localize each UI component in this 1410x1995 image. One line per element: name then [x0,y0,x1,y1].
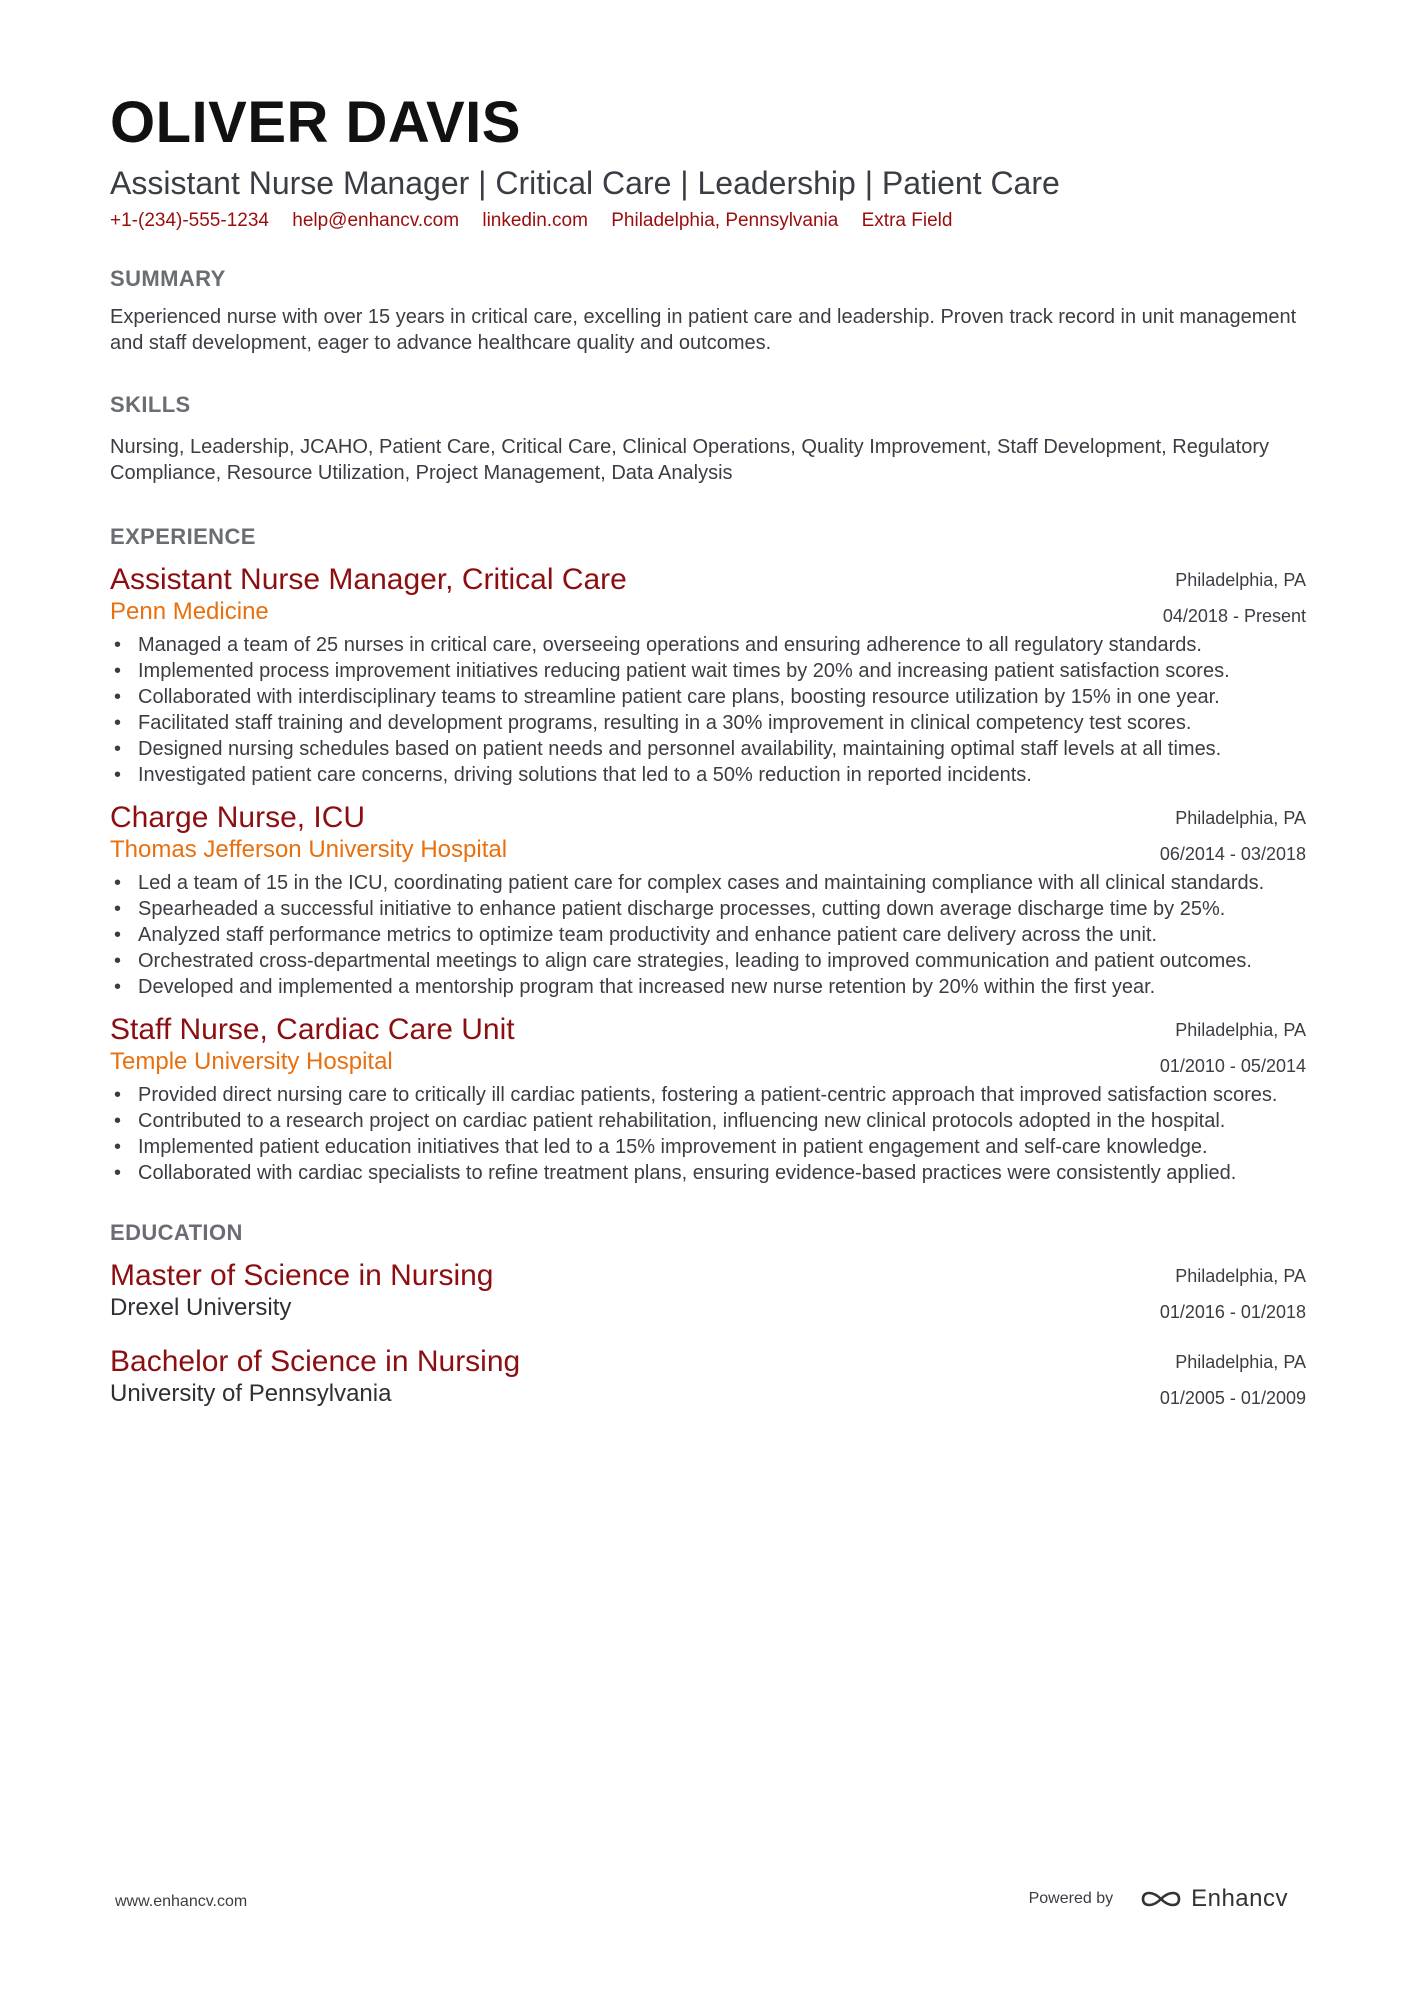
powered-by-label: Powered by [1028,1890,1114,1907]
job-bullet: • Implemented patient education initiatives that led to a 15% improvement in patient engagement and self-care knowledge. [138,1134,1306,1160]
education-meta [1160,1258,1306,1330]
education-location: Philadelphia, PA [1175,1352,1306,1373]
skills-section [110,394,1306,486]
job-location: Philadelphia, PA [1175,1020,1306,1041]
job-bullet: • Provided direct nursing care to critically ill cardiac patients, fostering a patient-centric approach that improved satisfaction scores. [138,1082,1306,1108]
experience-entry [110,800,1306,1000]
section-title-education: EDUCATION [110,1220,243,1246]
experience-entry [110,1012,1306,1186]
job-bullet: • Designed nursing schedules based on patient needs and personnel availability, maintaining optimal staff levels at all times. [138,736,1306,762]
school-name: University of Pennsylvania [110,1380,392,1408]
section-title-summary: SUMMARY [110,266,226,292]
footer-branding [1029,1885,1288,1913]
job-bullet: • Managed a team of 25 nurses in critical care, overseeing operations and ensuring adherence to all regulatory standards. [138,632,1306,658]
contact-location: Philadelphia, Pennsylvania [611,210,839,232]
summary-text: Experienced nurse with over 15 years in critical care, excelling in patient care and leadership. Proven track record in unit management and staff development, eager to advance healthcare quality and outcomes. [110,306,1297,355]
contact-phone[interactable]: +1-(234)-555-1234 [110,210,269,232]
brand-name: Enhancv [1191,1885,1288,1912]
degree-title: Master of Science in Nursing [110,1259,494,1293]
degree-title: Bachelor of Science in Nursing [110,1345,521,1379]
job-meta [1163,562,1306,634]
job-bullets [110,1082,1306,1186]
job-organization: Penn Medicine [110,598,269,626]
job-dates: 04/2018 - Present [1162,606,1306,627]
job-bullet: • Spearheaded a successful initiative to enhance patient discharge processes, cutting down average discharge time by 25%. [138,896,1306,922]
footer-website[interactable]: www.enhancv.com [115,1893,248,1910]
resume-header [110,90,1306,232]
job-location: Philadelphia, PA [1175,570,1306,591]
brand-logo[interactable] [1139,1885,1288,1913]
contact-line [110,211,1306,232]
resume-page [110,90,1306,1409]
job-organization: Temple University Hospital [110,1048,393,1076]
job-bullet: • Analyzed staff performance metrics to optimize team productivity and enhance patient care delivery across the unit. [138,922,1306,948]
job-meta [1160,800,1306,872]
job-title: Charge Nurse, ICU [110,801,366,835]
job-bullets [110,632,1306,788]
job-bullet: • Developed and implemented a mentorship program that increased new nurse retention by 20% within the first year. [138,974,1306,1000]
job-meta [1160,1012,1306,1084]
job-bullet: • Led a team of 15 in the ICU, coordinating patient care for complex cases and maintaining compliance with all clinical standards. [138,870,1306,896]
education-entry [110,1344,1306,1408]
enhancv-logo-icon [1139,1887,1183,1911]
education-dates: 01/2005 - 01/2009 [1159,1388,1306,1409]
job-bullet: • Implemented process improvement initiatives reducing patient wait times by 20% and increasing patient satisfaction scores. [138,658,1306,684]
job-bullets [110,870,1306,1000]
job-bullet: • Contributed to a research project on cardiac patient rehabilitation, influencing new clinical protocols adopted in the hospital. [138,1108,1306,1134]
job-location: Philadelphia, PA [1175,808,1306,829]
education-section [110,1222,1306,1408]
job-title: Assistant Nurse Manager, Critical Care [110,563,627,597]
summary-section [110,268,1306,356]
education-dates: 01/2016 - 01/2018 [1159,1302,1306,1323]
education-entry [110,1258,1306,1322]
candidate-name: OLIVER DAVIS [110,90,521,155]
job-bullet: • Facilitated staff training and development programs, resulting in a 30% improvement in clinical competency test scores. [138,710,1306,736]
contact-extra-field: Extra Field [861,210,953,232]
job-bullet: • Orchestrated cross-departmental meetings to align care strategies, leading to improved communication and patient outcomes. [138,948,1306,974]
education-location: Philadelphia, PA [1175,1266,1306,1287]
job-dates: 06/2014 - 03/2018 [1159,844,1306,865]
section-title-experience: EXPERIENCE [110,524,256,550]
candidate-headline: Assistant Nurse Manager | Critical Care | Leadership | Patient Care [110,165,1060,201]
job-bullet: • Collaborated with cardiac specialists to refine treatment plans, ensuring evidence-based practices were consistently applied. [138,1160,1306,1186]
contact-linkedin[interactable]: linkedin.com [482,210,588,232]
job-title: Staff Nurse, Cardiac Care Unit [110,1013,515,1047]
experience-section [110,526,1306,1186]
job-dates: 01/2010 - 05/2014 [1159,1056,1306,1077]
job-bullet: • Collaborated with interdisciplinary teams to streamline patient care plans, boosting resource utilization by 15% in one year. [138,684,1306,710]
education-meta [1160,1344,1306,1416]
job-bullet: • Investigated patient care concerns, driving solutions that led to a 50% reduction in reported incidents. [138,762,1306,788]
school-name: Drexel University [110,1294,292,1322]
job-organization: Thomas Jefferson University Hospital [110,836,508,864]
section-title-skills: SKILLS [110,392,191,418]
experience-entry [110,562,1306,788]
skills-text: Nursing, Leadership, JCAHO, Patient Care, Critical Care, Clinical Operations, Quality Improvement, Staff Development, Regulatory Compliance, Resource Utilization, Project Management, Data Analysis [110,436,1270,485]
contact-email[interactable]: help@enhancv.com [292,210,460,232]
